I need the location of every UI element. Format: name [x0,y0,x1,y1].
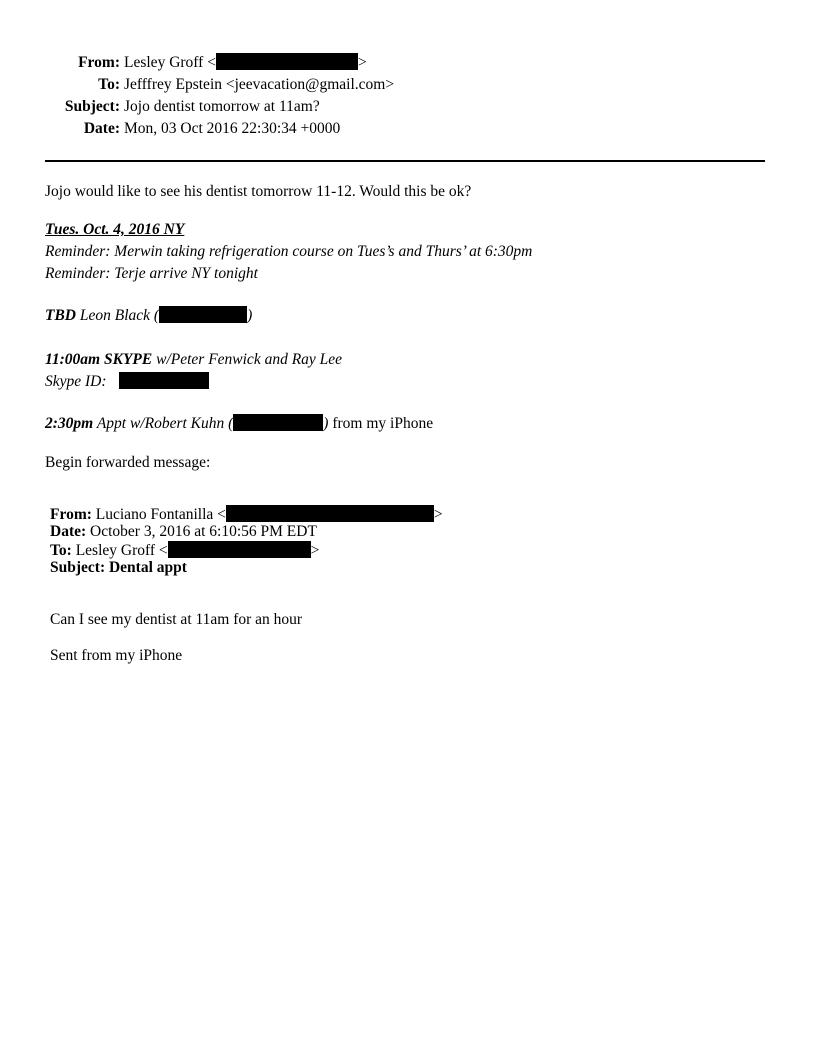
tbd-line [45,306,252,326]
reminder-2: Reminder: Terje arrive NY tonight [45,265,258,282]
fwd-date-label: Date: [50,523,87,540]
appt-time: 2:30pm [45,415,94,432]
tbd-text: Leon Black ( [76,307,160,324]
header-subject-value: Jojo dentist tomorrow at 11am? [124,98,320,115]
header-divider [45,160,765,162]
appt-close: ) [323,415,329,432]
header-date-value: Mon, 03 Oct 2016 22:30:34 +0000 [124,120,341,137]
fwd-date-value: October 3, 2016 at 6:10:56 PM EDT [86,523,317,540]
header-subject-label: Subject: [64,98,120,115]
skype-time: 11:00am SKYPE [45,351,153,368]
fwd-from-close: > [433,506,443,523]
redaction-box [159,306,247,323]
skype-text: w/Peter Fenwick and Ray Lee [152,351,343,368]
begin-forwarded: Begin forwarded message: [45,454,211,471]
fwd-to-value: Lesley Groff < [71,542,168,559]
header-date-label: Date: [83,120,120,137]
fwd-from-label: From: [50,506,92,523]
tbd-label: TBD [45,307,76,324]
header-from-name: Lesley Groff < [124,54,216,71]
redaction-box [119,372,209,389]
fwd-from-row [50,505,443,523]
header-from-value [124,53,367,73]
skype-line [45,350,342,370]
header-date-row [0,119,816,139]
tbd-close: ) [247,307,253,324]
fwd-to-row [50,541,319,559]
header-from-close: > [357,54,367,71]
header-to-row [0,75,816,95]
header-to-label: To: [98,76,120,93]
appt-text: Appt w/Robert Kuhn ( [93,415,234,432]
header-from-row [0,53,816,73]
day-heading: Tues. Oct. 4, 2016 NY [45,221,185,238]
reminder-1: Reminder: Merwin taking refrigeration course on Tues’s and Thurs’ at 6:30pm [45,243,533,260]
header-to-value: Jefffrey Epstein <jeevacation@gmail.com> [124,76,395,93]
redaction-box [216,53,358,70]
header-from-label: From: [78,54,120,71]
fwd-to-close: > [310,542,320,559]
fwd-date-row [50,523,317,541]
fwd-subject-label: Subject: [50,559,106,576]
fwd-message: Can I see my dentist at 11am for an hour [50,611,303,628]
appt-tail: from my iPhone [328,415,434,432]
skype-id-line [45,372,209,392]
fwd-subject-value: Dental appt [105,559,187,576]
header-subject-row [0,97,816,117]
skype-id-label: Skype ID: [45,373,107,390]
redaction-box [233,414,323,431]
fwd-to-label: To: [50,542,72,559]
redaction-box [226,505,434,522]
fwd-subject-row [50,559,187,577]
intro-text: Jojo would like to see his dentist tomorrow 11-12. Would this be ok? [45,183,472,200]
appt-line [45,414,433,434]
fwd-signature: Sent from my iPhone [50,647,183,664]
fwd-from-value: Luciano Fontanilla < [91,506,226,523]
redaction-box [168,541,311,558]
